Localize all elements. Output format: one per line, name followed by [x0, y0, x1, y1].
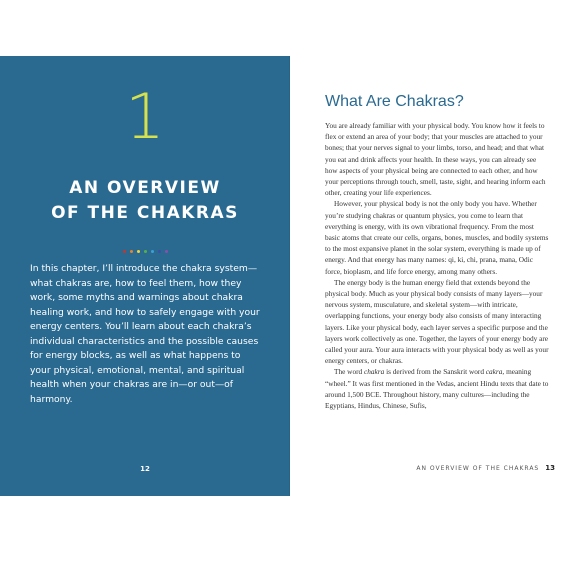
emphasis-chakra: chakra [364, 367, 385, 377]
chapter-number: 1 [125, 80, 165, 153]
left-page [0, 56, 290, 496]
left-page-number: 12 [140, 465, 150, 473]
book-spread [0, 56, 580, 496]
running-footer [416, 464, 555, 472]
chapter-title [0, 176, 290, 226]
chakra-color-dots [0, 238, 290, 257]
chakra-dot [151, 250, 154, 253]
text-run: is derived from the Sanskrit word [384, 367, 486, 377]
section-heading: What Are Chakras? [325, 93, 464, 110]
body-text [325, 120, 550, 411]
chakra-dot [130, 250, 133, 253]
paragraph [325, 366, 550, 411]
right-page [290, 56, 580, 496]
paragraph: You are already familiar with your physical body. You know how it feels to flex or extend an area of your body; that your muscles are attached to your bones; that your nerves signal to your limbs, torso, and head; and that what you eat and drink affects your health. In these ways, you can already see how aspects of your physical being are connected to each other, and how your perceptions through touch, smell, taste, sight, and hearing inform each other, creating your life experiences. [325, 121, 546, 198]
chakra-dot [144, 250, 147, 253]
chapter-title-line-2: OF THE CHAKRAS [51, 203, 239, 223]
paragraph: The energy body is the human energy field that extends beyond the physical body. Much as your physical body consists of many layers—your nervous system, musculature, and skeletal system—with intricate, overlapping functions, your energy body also consists of many interacting layers. Like your physical body, each layer serves a specific purpose and the layers work collectively as one. Together, the layers of your energy body are called your aura. Your aura interacts with your physical body as well as your energy centers, or chakras. [325, 277, 549, 366]
chakra-dot [165, 250, 168, 253]
right-page-number: 13 [545, 464, 555, 472]
paragraph: However, your physical body is not the only body you have. Whether you’re studying chakras or quantum physics, you come to learn that everything is energy, with its own vibrational frequency. From the most basic atoms that create our cells, organs, bones, muscles, and bodily systems to the most expansive planet in the solar system, everything is made up of energy. And that energy has many names: qi, ki, chi, prana, mana, Odic force, bioplasm, and life force energy, among many others. [325, 199, 549, 276]
chakra-dot [137, 250, 140, 253]
chapter-intro-text: In this chapter, I’ll introduce the chakra system—what chakras are, how to feel them, how they work, some myths and warnings about chakra healing work, and how to safely engage with your energy centers. You’ll learn about each chakra’s individual characteristics and the possible causes for energy blocks, as well as what happens to your physical, emotional, mental, and spiritual health when your chakras are in—or out—of harmony. [30, 263, 260, 405]
emphasis-cakra: cakra [485, 367, 503, 377]
text-run: The word [334, 367, 364, 377]
chakra-dot [158, 250, 161, 253]
chakra-dot [123, 250, 126, 253]
text-run: , meaning “wheel.” It was first mentioned in the Vedas, ancient Hindu texts that date to around 1,500 BCE. Throughout history, many cultures—including the Egyptians, Hindus, Chinese, Sufis, [325, 367, 549, 411]
chapter-title-line-1: AN OVERVIEW [69, 178, 221, 198]
running-head: AN OVERVIEW OF THE CHAKRAS [416, 465, 540, 472]
